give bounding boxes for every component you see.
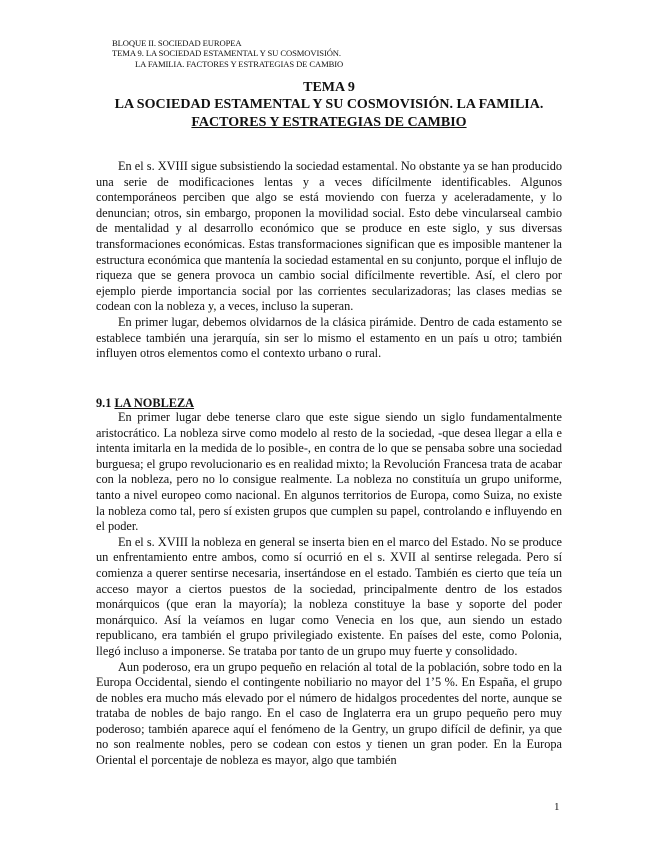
section-paragraph-1: En primer lugar debe tenerse claro que este sigue siendo un siglo fundamentalmente aristocrático. La nobleza sirve como modelo al resto de la sociedad, -que desea llegar a ella e intenta imitarla en la medida de lo posible-, en contra de lo que se pensaba sobre una sociedad burguesa; el grupo revolucionario es en realidad mixto; la Revolución Francesa trata de acabar con la nobleza, pero no lo consigue realmente. La nobleza no constituía un grupo uniforme, tanto a nivel europeo como nacional. En algunos territorios de Europa, como Suiza, no existe la nobleza como tal, pero sí existen grupos que cumplen su papel, controlando e influyendo en el poder.	[96, 410, 562, 534]
intro-section	[96, 159, 562, 362]
section-title: LA NOBLEZA	[114, 396, 195, 410]
running-header	[112, 38, 343, 69]
section-number: 9.1	[96, 396, 112, 410]
intro-paragraph-2: En primer lugar, debemos olvidarnos de la clásica pirámide. Dentro de cada estamento se establece también una jerarquía, sin ser lo mismo el estamento en un país u otro; también influyen otros elementos como el contexto urbano o rural.	[96, 314, 562, 361]
section-body	[96, 410, 562, 769]
intro-paragraph-1: En el s. XVIII sigue subsistiendo la sociedad estamental. No obstante ya se han producido una serie de modificaciones lentas y a veces difícilmente identificables. Algunos contemporáneos perciben que algo se está moviendo con fuerza y aceleradamente, y lo denuncian; otros, sin embargo, proponen la movilidad social. Esto debe vincularseal cambio de mentalidad y al desarrollo económico que se produce en este siglo, y sus diversas transformaciones económicas. Estas transformaciones significan que es imposible mantener la estructura económica que mantenía la sociedad estamental en su conjunto, porque el influjo de riqueza que se genera provoca un cambio social difícilmente revertible. Así, el clero por ejemplo pierde importancia social por las corrientes secularizadoras; las clases medias se codean con la nobleza y, a veces, incluso la superan.	[96, 159, 562, 314]
header-line-2: TEMA 9. LA SOCIEDAD ESTAMENTAL Y SU COSMOVISIÓN.	[112, 48, 341, 59]
document-title	[96, 79, 562, 131]
section-paragraph-2: En el s. XVIII la nobleza en general se inserta bien en el marco del Estado. No se produce un enfrentamiento entre ambos, como sí ocurrió en el s. XVII al sentirse relegada. Pero sí comienza a querer sentirse necesaria, insertándose en el estado. También es cierto que teía un acceso mayor a ciertos puestos de la sociedad, principalmente dentro de los estados monárquicos (que eran la mayoría); la nobleza constituye la base y soporte del poder monárquico. Así la veíamos en lugar como Venecia en los que, aun siendo un estado republicano, era también el grupo privilegiado existente. En países del este, como Polonia, llegó incluso a imponerse. Se trataba por tanto de un grupo muy fuerte y consolidado.	[96, 534, 562, 658]
page-number: 1	[554, 801, 560, 813]
header-line-1: BLOQUE II. SOCIEDAD EUROPEA	[112, 38, 242, 48]
title-line-3: FACTORES Y ESTRATEGIAS DE CAMBIO	[191, 114, 467, 130]
section-paragraph-3: Aun poderoso, era un grupo pequeño en relación al total de la población, sobre todo en la Europa Occidental, siendo el contingente nobiliario no mayor del 1’5 %. En España, el grupo de nobles era mucho más elevado por el número de hidalgos procedentes del norte, aunque se trataba de nobles de bajo rango. En el caso de Inglaterra era un grupo pequeño pero muy poderoso; también aparece aquí el fenómeno de la Gentry, un grupo difícil de definir, ya que no son realmente nobles, pero se codean con estos y tienen un gran poder. En la Europa Oriental el porcentaje de nobleza es mayor, algo que también	[96, 659, 562, 768]
title-line-2: LA SOCIEDAD ESTAMENTAL Y SU COSMOVISIÓN. LA FAMILIA.	[114, 97, 544, 112]
title-line-1: TEMA 9	[303, 80, 355, 95]
header-line-3: LA FAMILIA. FACTORES Y ESTRATEGIAS DE CAMBIO	[135, 58, 344, 69]
